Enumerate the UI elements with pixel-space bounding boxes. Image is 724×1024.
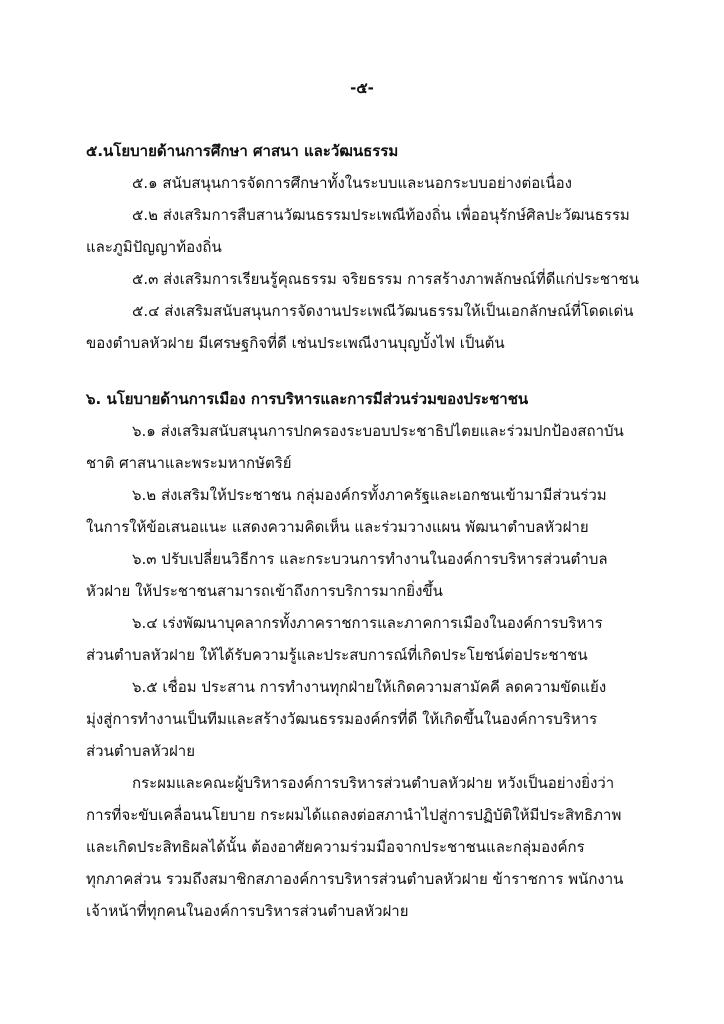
document-body (86, 135, 646, 927)
closing-paragraph-line: ทุกภาคส่วน รวมถึงสมาชิกสภาองค์การบริหารส่วนตำบลหัวฝาย ข้าราชการ พนักงาน (86, 870, 624, 888)
closing-paragraph-line: เจ้าหน้าที่ทุกคนในองค์การบริหารส่วนตำบลหัวฝาย (86, 902, 409, 920)
section-5-line: ๕.๑ สนับสนุนการจัดการศึกษาทั้งในระบบและนอกระบบอย่างต่อเนื่อง (132, 174, 572, 192)
section-5-line: ๕.๔ ส่งเสริมสนับสนุนการจัดงานประเพณีวัฒนธรรมให้เป็นเอกลักษณ์ที่โดดเด่น (132, 302, 634, 320)
section-6-heading: ๖. นโยบายด้านการเมือง การบริหารและการมีส่วนร่วมของประชาชน (86, 390, 529, 408)
section-6-line: ๖.๓ ปรับเปลี่ยนวิธีการ และกระบวนการทำงานในองค์การบริหารส่วนตำบล (132, 550, 608, 568)
section-spacer (86, 359, 646, 383)
section-6-line: ส่วนตำบลหัวฝาย ให้ได้รับความรู้และประสบการณ์ที่เกิดประโยชน์ต่อประชาชน (86, 646, 588, 664)
section-6-line: ชาติ ศาสนาและพระมหากษัตริย์ (86, 454, 292, 472)
section-6-line: ๖.๑ ส่งเสริมสนับสนุนการปกครองระบอบประชาธิปไตยและร่วมปกป้องสถาบัน (132, 422, 624, 440)
section-6-line: ๖.๒ ส่งเสริมให้ประชาชน กลุ่มองค์กรทั้งภาครัฐและเอกชนเข้ามามีส่วนร่วม (132, 486, 607, 504)
section-5-line: ของตำบลหัวฝาย มีเศรษฐกิจที่ดี เช่นประเพณีงานบุญบั้งไฟ เป็นต้น (86, 334, 505, 352)
page-number: -๕- (350, 79, 374, 97)
closing-paragraph-line: และเกิดประสิทธิผลได้นั้น ต้องอาศัยความร่วมมือจากประชาชนและกลุ่มองค์กร (86, 838, 585, 856)
closing-paragraph-line: การที่จะขับเคลื่อนนโยบาย กระผมได้แถลงต่อสภานำไปสู่การปฏิบัติให้มีประสิทธิภาพ (86, 806, 622, 824)
section-5-line: ๕.๓ ส่งเสริมการเรียนรู้คุณธรรม จริยธรรม การสร้างภาพลักษณ์ที่ดีแก่ประชาชน (132, 270, 639, 288)
section-5-line: และภูมิปัญญาท้องถิ่น (86, 238, 222, 256)
section-6-line: ๖.๔ เร่งพัฒนาบุคลากรทั้งภาคราชการและภาคการเมืองในองค์การบริหาร (132, 614, 603, 632)
section-6-line: มุ่งสู่การทำงานเป็นทีมและสร้างวัฒนธรรมองค์กรที่ดี ให้เกิดขึ้นในองค์การบริหาร (86, 710, 598, 728)
section-5-heading: ๕.นโยบายด้านการศึกษา ศาสนา และวัฒนธรรม (86, 142, 399, 160)
section-6-line: หัวฝาย ให้ประชาชนสามารถเข้าถึงการบริการมากยิ่งขึ้น (86, 582, 443, 600)
section-5-line: ๕.๒ ส่งเสริมการสืบสานวัฒนธรรมประเพณีท้องถิ่น เพื่ออนุรักษ์ศิลปะวัฒนธรรม (132, 206, 630, 224)
section-6-line: ส่วนตำบลหัวฝาย (86, 742, 196, 760)
closing-paragraph-line: กระผมและคณะผู้บริหารองค์การบริหารส่วนตำบลหัวฝาย หวังเป็นอย่างยิ่งว่า (132, 774, 615, 792)
section-6-line: ๖.๕ เชื่อม ประสาน การทำงานทุกฝ่ายให้เกิดความสามัคคี ลดความขัดแย้ง (132, 678, 607, 696)
section-6-line: ในการให้ข้อเสนอแนะ แสดงความคิดเห็น และร่วมวางแผน พัฒนาตำบลหัวฝาย (86, 518, 589, 536)
